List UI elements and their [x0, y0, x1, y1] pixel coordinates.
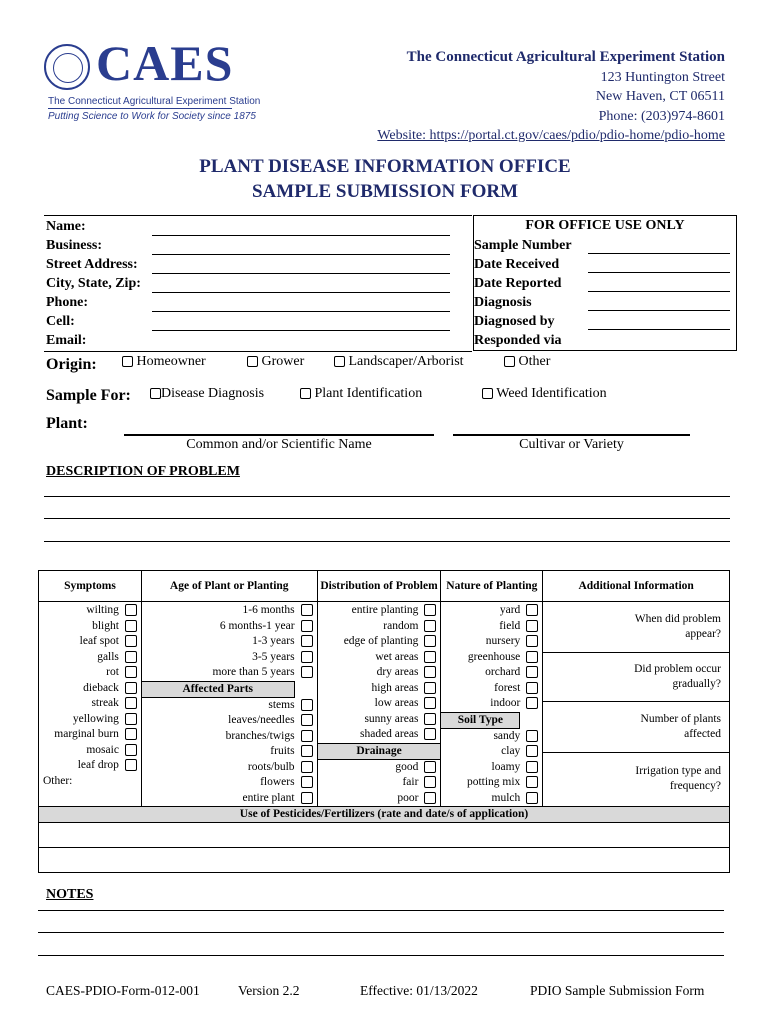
title-line-2: SAMPLE SUBMISSION FORM — [251, 181, 519, 202]
affected-parts-header: Affected Parts — [142, 681, 295, 698]
checkbox-icon[interactable] — [125, 713, 137, 725]
phone-label: Phone: — [46, 295, 88, 310]
plant-label: Plant: — [46, 415, 88, 432]
age-label: 1-3 years — [252, 635, 295, 647]
symptom-item[interactable] — [39, 665, 141, 681]
cultivar-field[interactable] — [453, 434, 690, 436]
distribution-header: Distribution of Problem — [317, 571, 441, 602]
checkbox-icon[interactable] — [424, 651, 436, 663]
origin-homeowner[interactable] — [122, 354, 206, 370]
responded-via-label: Responded via — [474, 333, 562, 348]
plant-name-field[interactable] — [124, 434, 434, 436]
checkbox-icon[interactable] — [424, 713, 436, 725]
drainage-label: good — [395, 760, 419, 773]
footer-version: Version 2.2 — [238, 983, 300, 998]
nature-item[interactable] — [441, 619, 542, 635]
checkbox-icon[interactable] — [125, 728, 137, 740]
sample-weed-identification[interactable] — [482, 386, 607, 402]
checkbox-icon[interactable] — [424, 792, 436, 804]
affected-item[interactable] — [142, 729, 317, 745]
street-label: Street Address: — [46, 257, 138, 272]
affected-label: entire plant — [242, 791, 295, 804]
checkbox-icon[interactable] — [526, 730, 538, 742]
checkbox-icon[interactable] — [301, 699, 313, 711]
sample-disease-diagnosis[interactable] — [150, 386, 264, 402]
checkbox-icon[interactable] — [301, 620, 313, 632]
drainage-item[interactable] — [318, 760, 441, 776]
symptom-label: leaf spot — [79, 635, 119, 647]
age-column — [141, 602, 317, 807]
soil-item[interactable] — [441, 791, 542, 807]
footer-form-name: PDIO Sample Submission Form — [530, 983, 705, 998]
affected-item[interactable] — [142, 775, 317, 791]
symptom-label: streak — [91, 697, 119, 709]
question-label: Number of plants affected — [640, 713, 721, 740]
symptoms-header: Symptoms — [39, 571, 142, 602]
age-item[interactable] — [142, 634, 317, 650]
question-label: Irrigation type and frequency? — [635, 765, 721, 792]
symptom-item[interactable] — [39, 712, 141, 728]
problem-details-table — [38, 570, 730, 873]
nature-label: greenhouse — [467, 650, 521, 663]
title-line-1: PLANT DISEASE INFORMATION OFFICE — [199, 156, 571, 177]
age-item[interactable] — [142, 603, 317, 619]
drainage-label: fair — [402, 776, 419, 788]
drainage-label: poor — [397, 791, 419, 804]
checkbox-icon[interactable] — [125, 744, 137, 756]
checkbox-icon[interactable] — [301, 792, 313, 804]
nature-item[interactable] — [441, 603, 542, 619]
soil-label: potting mix — [466, 776, 521, 788]
soil-label: loamy — [491, 760, 521, 773]
age-label: 3-5 years — [252, 650, 295, 663]
age-label: 6 months-1 year — [219, 619, 295, 632]
affected-label: branches/twigs — [225, 729, 295, 742]
nature-label: orchard — [485, 666, 521, 678]
nature-label: nursery — [485, 635, 521, 647]
business-field[interactable] — [152, 254, 450, 255]
checkbox-icon[interactable] — [125, 604, 137, 616]
date-reported-label: Date Reported — [474, 276, 562, 291]
distribution-label: shaded areas — [359, 728, 419, 740]
station-address-block — [377, 48, 725, 146]
city-label: City, State, Zip: — [46, 276, 141, 291]
symptom-item[interactable] — [39, 650, 141, 666]
checkbox-icon[interactable] — [526, 666, 538, 678]
affected-item[interactable] — [142, 760, 317, 776]
nature-label: indoor — [490, 697, 521, 709]
checkbox-icon[interactable] — [424, 761, 436, 773]
drainage-item[interactable] — [318, 775, 441, 791]
symptom-item[interactable] — [39, 619, 141, 635]
diagnosis-label: Diagnosis — [474, 295, 532, 310]
affected-label: roots/bulb — [247, 760, 295, 773]
symptom-other: Other: — [43, 774, 73, 787]
distribution-item[interactable] — [318, 634, 441, 650]
caes-seal-logo — [44, 44, 90, 90]
symptom-item[interactable] — [39, 603, 141, 619]
symptom-label: rot — [106, 666, 119, 678]
symptom-label: leaf drop — [77, 759, 119, 771]
address-line-1: 123 Huntington Street — [600, 69, 725, 85]
distribution-column — [317, 602, 441, 807]
city-field[interactable] — [152, 292, 450, 293]
drainage-item[interactable] — [318, 791, 441, 807]
additional-header: Additional Information — [543, 571, 730, 602]
checkbox-icon[interactable] — [301, 776, 313, 788]
option-label: Grower — [261, 354, 305, 369]
office-heading: FOR OFFICE USE ONLY — [525, 218, 685, 233]
distribution-item[interactable] — [318, 712, 441, 728]
checkbox-icon[interactable] — [526, 761, 538, 773]
nature-label: forest — [494, 681, 521, 694]
option-label: Weed Identification — [496, 386, 607, 401]
pesticides-field-1[interactable] — [39, 823, 730, 848]
diagnosed-by-field[interactable] — [588, 329, 730, 330]
description-line-1[interactable] — [44, 496, 730, 497]
checkbox-icon[interactable] — [424, 776, 436, 788]
checkbox-icon[interactable] — [334, 356, 345, 367]
checkbox-icon[interactable] — [526, 635, 538, 647]
distribution-label: edge of planting — [343, 635, 419, 647]
checkbox-icon[interactable] — [301, 651, 313, 663]
footer-effective-date: Effective: 01/13/2022 — [360, 983, 478, 998]
soil-label: mulch — [491, 791, 521, 804]
symptom-label: galls — [97, 650, 119, 663]
contact-bottom-rule — [44, 351, 472, 352]
distribution-label: wet areas — [375, 650, 419, 663]
symptom-item[interactable] — [39, 696, 141, 712]
symptom-item[interactable] — [39, 758, 141, 774]
notes-heading: NOTES — [46, 887, 94, 902]
nature-item[interactable] — [441, 665, 542, 681]
distribution-label: dry areas — [376, 666, 419, 678]
logo-text: CAES — [96, 35, 234, 91]
question-label: Did problem occur gradually? — [634, 663, 721, 690]
option-label: Homeowner — [136, 354, 206, 369]
name-label: Name: — [46, 219, 86, 234]
additional-q4[interactable] — [543, 753, 729, 805]
checkbox-icon[interactable] — [526, 651, 538, 663]
street-field[interactable] — [152, 273, 450, 274]
sample-number-label: Sample Number — [474, 238, 572, 253]
checkbox-icon[interactable] — [301, 666, 313, 678]
age-item[interactable] — [142, 619, 317, 635]
checkbox-icon[interactable] — [424, 697, 436, 709]
nature-item[interactable] — [441, 650, 542, 666]
distribution-item[interactable] — [318, 619, 441, 635]
pesticides-field-2[interactable] — [39, 848, 730, 873]
distribution-item[interactable] — [318, 681, 441, 697]
nature-column — [441, 602, 543, 807]
notes-line-3[interactable] — [38, 955, 724, 956]
date-reported-field[interactable] — [588, 291, 730, 292]
checkbox-icon[interactable] — [125, 666, 137, 678]
symptom-item[interactable] — [39, 727, 141, 743]
cultivar-caption: Cultivar or Variety — [519, 437, 624, 452]
diagnosis-field[interactable] — [588, 310, 730, 311]
distribution-label: high areas — [371, 681, 419, 694]
date-received-label: Date Received — [474, 257, 560, 272]
soil-item[interactable] — [441, 775, 542, 791]
checkbox-icon[interactable] — [301, 730, 313, 742]
distribution-item[interactable] — [318, 603, 441, 619]
checkbox-icon[interactable] — [125, 697, 137, 709]
affected-label: fruits — [270, 745, 295, 757]
checkbox-icon[interactable] — [125, 759, 137, 771]
form-title — [0, 154, 770, 204]
age-item[interactable] — [142, 650, 317, 666]
business-label: Business: — [46, 238, 103, 253]
website-link[interactable]: Website: https://portal.ct.gov/caes/pdio/pdio-home/pdio-home — [377, 128, 725, 143]
option-label: Disease Diagnosis — [161, 386, 265, 401]
checkbox-icon[interactable] — [526, 776, 538, 788]
symptom-label: marginal burn — [54, 728, 119, 740]
footer-form-id: CAES-PDIO-Form-012-001 — [46, 983, 200, 998]
phone-number: Phone: (203)974-8601 — [598, 108, 725, 124]
distribution-item[interactable] — [318, 727, 441, 743]
option-label: Landscaper/Arborist — [348, 354, 464, 369]
symptom-label: mosaic — [86, 743, 119, 756]
checkbox-icon[interactable] — [526, 792, 538, 804]
affected-item[interactable] — [142, 744, 317, 760]
origin-other[interactable] — [504, 354, 550, 370]
age-label: more than 5 years — [212, 666, 295, 678]
nature-item[interactable] — [441, 634, 542, 650]
distribution-label: entire planting — [351, 604, 419, 616]
question-label: When did problem appear? — [634, 613, 721, 640]
pesticides-header: Use of Pesticides/Fertilizers (rate and date/s of application) — [39, 807, 730, 823]
checkbox-icon[interactable] — [526, 604, 538, 616]
additional-q1[interactable] — [543, 602, 729, 653]
checkbox-icon[interactable] — [424, 635, 436, 647]
checkbox-icon[interactable] — [482, 388, 493, 399]
distribution-label: random — [383, 619, 419, 632]
checkbox-icon[interactable] — [424, 620, 436, 632]
description-line-3[interactable] — [44, 541, 730, 542]
distribution-item[interactable] — [318, 696, 441, 712]
checkbox-icon[interactable] — [424, 728, 436, 740]
checkbox-icon[interactable] — [526, 620, 538, 632]
symptom-label: wilting — [86, 604, 119, 616]
address-line-2: New Haven, CT 06511 — [595, 89, 725, 104]
description-heading: DESCRIPTION OF PROBLEM — [46, 464, 240, 479]
sample-for-label: Sample For: — [46, 387, 131, 404]
logo-tagline: Putting Science to Work for Society since 1875 — [48, 111, 256, 122]
additional-q2[interactable] — [543, 653, 729, 702]
affected-label: stems — [268, 698, 295, 711]
checkbox-icon[interactable] — [526, 682, 538, 694]
origin-landscaper[interactable] — [334, 354, 464, 370]
checkbox-icon[interactable] — [122, 356, 133, 367]
checkbox-icon[interactable] — [300, 388, 311, 399]
checkbox-icon[interactable] — [301, 714, 313, 726]
soil-label: clay — [501, 745, 521, 757]
notes-line-1[interactable] — [38, 910, 724, 911]
origin-grower[interactable] — [247, 354, 304, 370]
station-name: The Connecticut Agricultural Experiment Station — [406, 49, 725, 65]
phone-field[interactable] — [152, 311, 450, 312]
checkbox-icon[interactable] — [526, 697, 538, 709]
soil-type-header: Soil Type — [441, 712, 520, 729]
notes-line-2[interactable] — [38, 932, 724, 933]
description-line-2[interactable] — [44, 518, 730, 519]
name-field[interactable] — [152, 235, 450, 236]
checkbox-icon[interactable] — [125, 651, 137, 663]
logo-subtitle: The Connecticut Agricultural Experiment Station — [48, 96, 261, 107]
affected-item[interactable] — [142, 698, 317, 714]
origin-label: Origin: — [46, 356, 97, 373]
plant-name-caption: Common and/or Scientific Name — [186, 437, 372, 452]
date-received-field[interactable] — [588, 272, 730, 273]
nature-header: Nature of Planting — [441, 571, 543, 602]
sample-number-field[interactable] — [588, 253, 730, 254]
checkbox-icon[interactable] — [125, 620, 137, 632]
nature-label: yard — [499, 604, 521, 616]
checkbox-icon[interactable] — [504, 356, 515, 367]
age-header: Age of Plant or Planting — [141, 571, 317, 602]
symptoms-column — [39, 602, 142, 807]
affected-item[interactable] — [142, 791, 317, 807]
checkbox-icon[interactable] — [247, 356, 258, 367]
contact-top-rule — [44, 215, 472, 216]
checkbox-icon[interactable] — [301, 604, 313, 616]
affected-label: flowers — [260, 776, 295, 788]
checkbox-icon[interactable] — [125, 682, 137, 694]
checkbox-icon[interactable] — [150, 388, 161, 399]
option-label: Plant Identification — [314, 386, 423, 401]
logo-divider — [48, 108, 232, 109]
drainage-header: Drainage — [318, 743, 441, 760]
nature-label: field — [499, 619, 521, 632]
soil-item[interactable] — [441, 760, 542, 776]
checkbox-icon[interactable] — [301, 745, 313, 757]
checkbox-icon[interactable] — [424, 682, 436, 694]
affected-item[interactable] — [142, 713, 317, 729]
additional-column — [543, 602, 730, 807]
sample-plant-identification[interactable] — [300, 386, 422, 402]
symptom-item[interactable] — [39, 634, 141, 650]
distribution-item[interactable] — [318, 665, 441, 681]
nature-item[interactable] — [441, 696, 542, 712]
nature-item[interactable] — [441, 681, 542, 697]
age-label: 1-6 months — [242, 604, 295, 616]
distribution-label: low areas — [374, 697, 419, 709]
soil-item[interactable] — [441, 744, 542, 760]
checkbox-icon[interactable] — [526, 745, 538, 757]
symptom-item[interactable] — [39, 681, 141, 697]
diagnosed-by-label: Diagnosed by — [474, 314, 555, 329]
email-label: Email: — [46, 333, 87, 348]
distribution-item[interactable] — [318, 650, 441, 666]
symptom-label: dieback — [83, 681, 119, 694]
cell-field[interactable] — [152, 330, 450, 331]
checkbox-icon[interactable] — [125, 635, 137, 647]
soil-item[interactable] — [441, 729, 542, 745]
symptom-item[interactable] — [39, 743, 141, 759]
option-label: Other — [518, 354, 551, 369]
affected-label: leaves/needles — [228, 714, 295, 726]
cell-label: Cell: — [46, 314, 75, 329]
additional-q3[interactable] — [543, 702, 729, 753]
checkbox-icon[interactable] — [424, 604, 436, 616]
symptom-label: yellowing — [72, 712, 119, 725]
checkbox-icon[interactable] — [424, 666, 436, 678]
symptom-label: blight — [92, 619, 119, 632]
age-item[interactable] — [142, 665, 317, 681]
checkbox-icon[interactable] — [301, 761, 313, 773]
distribution-label: sunny areas — [364, 712, 419, 725]
soil-label: sandy — [493, 729, 521, 742]
checkbox-icon[interactable] — [301, 635, 313, 647]
